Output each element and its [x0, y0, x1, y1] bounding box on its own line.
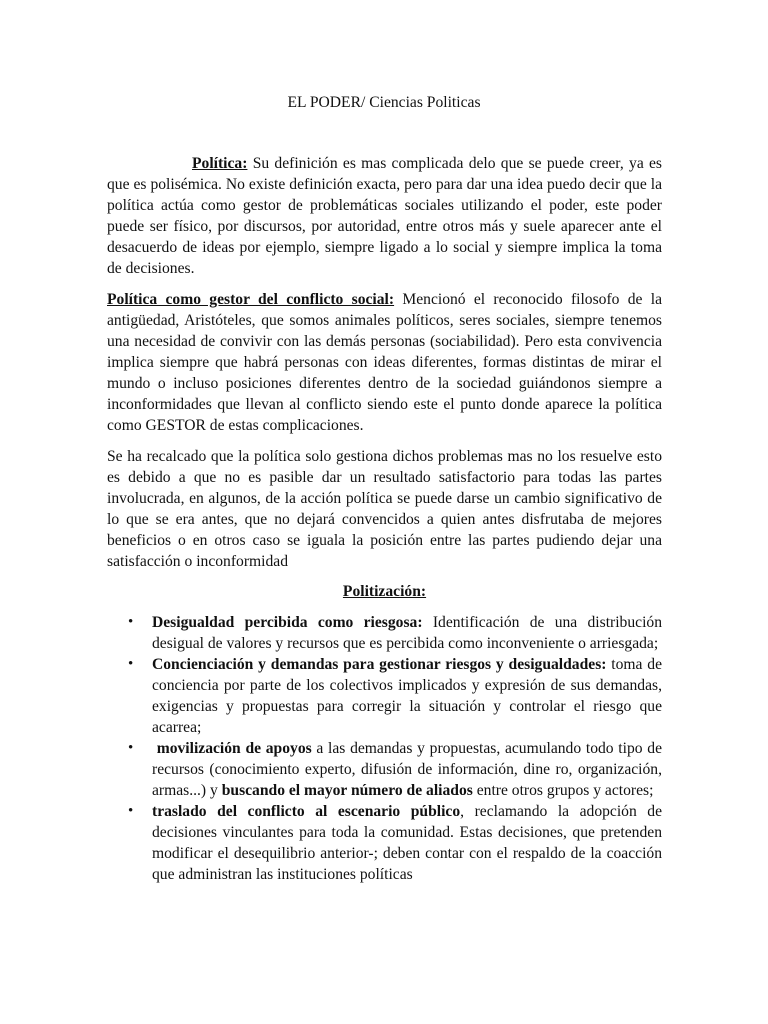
- politica-text: Su definición es mas complicada delo que se puede creer, ya es que es polisémica. No existe definición exacta, pero para dar una idea puedo decir que la política actúa como gestor de problemáticas sociales utilizando el poder, este poder puede ser físico, por discursos, por autoridad, entre otros más y suele aparecer ante el desacuerdo de ideas por ejemplo, siempre ligado a lo social y siempre implica la toma de decisiones.: [107, 155, 662, 277]
- list-item-text: , reclamando la adopción de decisiones vinculantes para toda la comunidad. Estas decisiones, que pretenden modificar el desequilibrio anterior-; deben contar con el respaldo de la coacción que administran las instituciones políticas: [152, 803, 662, 883]
- list-item: [107, 654, 662, 738]
- bullet-icon: •: [128, 740, 134, 756]
- list-item-text-2: entre otros grupos y actores;: [472, 782, 654, 799]
- bullet-icon: •: [128, 803, 134, 819]
- list-item-bold: movilización de apoyos: [152, 740, 312, 757]
- list-item-bold: Concienciación y demandas para gestionar riesgos y desigualdades:: [152, 656, 607, 673]
- list-item-text: Identificación de una distribución desigual de valores y recursos que es percibida como inconveniente o arriesgada;: [152, 614, 662, 652]
- list-item-text: a las demandas y propuestas, acumulando todo tipo de recursos (conocimiento experto, difusión de información, dine ro, organización, armas...) y: [152, 740, 662, 799]
- paragraph-gestor-conflicto: [107, 289, 662, 436]
- politizacion-heading: Politización:: [342, 583, 427, 600]
- document-title: EL PODER/ Ciencias Politicas: [287, 94, 481, 111]
- list-item-text: toma de conciencia por parte de los colectivos implicados y expresión de sus demandas, exigencias y propuestas para corregir la situación y controlar el riesgo que acarrea;: [152, 656, 662, 736]
- gestor-conflicto-text: Mencionó el reconocido filosofo de la antigüedad, Aristóteles, que somos animales políticos, seres sociales, siempre tenemos una necesidad de convivir con las demás personas (sociabilidad). Pero esta convivencia implica siempre que habrá personas con ideas diferentes, formas distintas de mirar el mundo o incluso posiciones diferentes dentro de la sociedad guiándonos siempre a inconformidades que llevan al conflicto siendo este el punto donde aparece la política como GESTOR de estas complicaciones.: [107, 291, 662, 434]
- bullet-icon: •: [128, 656, 134, 672]
- list-item-bold: traslado del conflicto al escenario público: [152, 803, 461, 820]
- politica-label: Política:: [192, 155, 248, 172]
- paragraph-politica: [107, 153, 662, 279]
- politizacion-list: [107, 612, 662, 885]
- paragraph-gestiona-problemas: Se ha recalcado que la política solo gestiona dichos problemas mas no los resuelve esto es debido a que no es pasible dar un resultado satisfactorio para todas las partes involucrada, en algunos, de la acción política se puede darse un cambio significativo de lo que se era antes, que no dejará convencidos a quien antes disfrutaba de mejores beneficios o en otros caso se iguala la posición entre las partes pudiendo dejar una satisfacción o inconformidad: [107, 448, 662, 570]
- list-item-bold: Desigualdad percibida como riesgosa:: [152, 614, 423, 631]
- list-item: [107, 738, 662, 801]
- gestor-conflicto-label: Política como gestor del conflicto social:: [107, 291, 395, 308]
- bullet-icon: •: [128, 614, 134, 630]
- list-item-bold-2: buscando el mayor número de aliados: [221, 782, 473, 799]
- list-item: [107, 612, 662, 654]
- list-item: [107, 801, 662, 885]
- document-body: [107, 153, 662, 885]
